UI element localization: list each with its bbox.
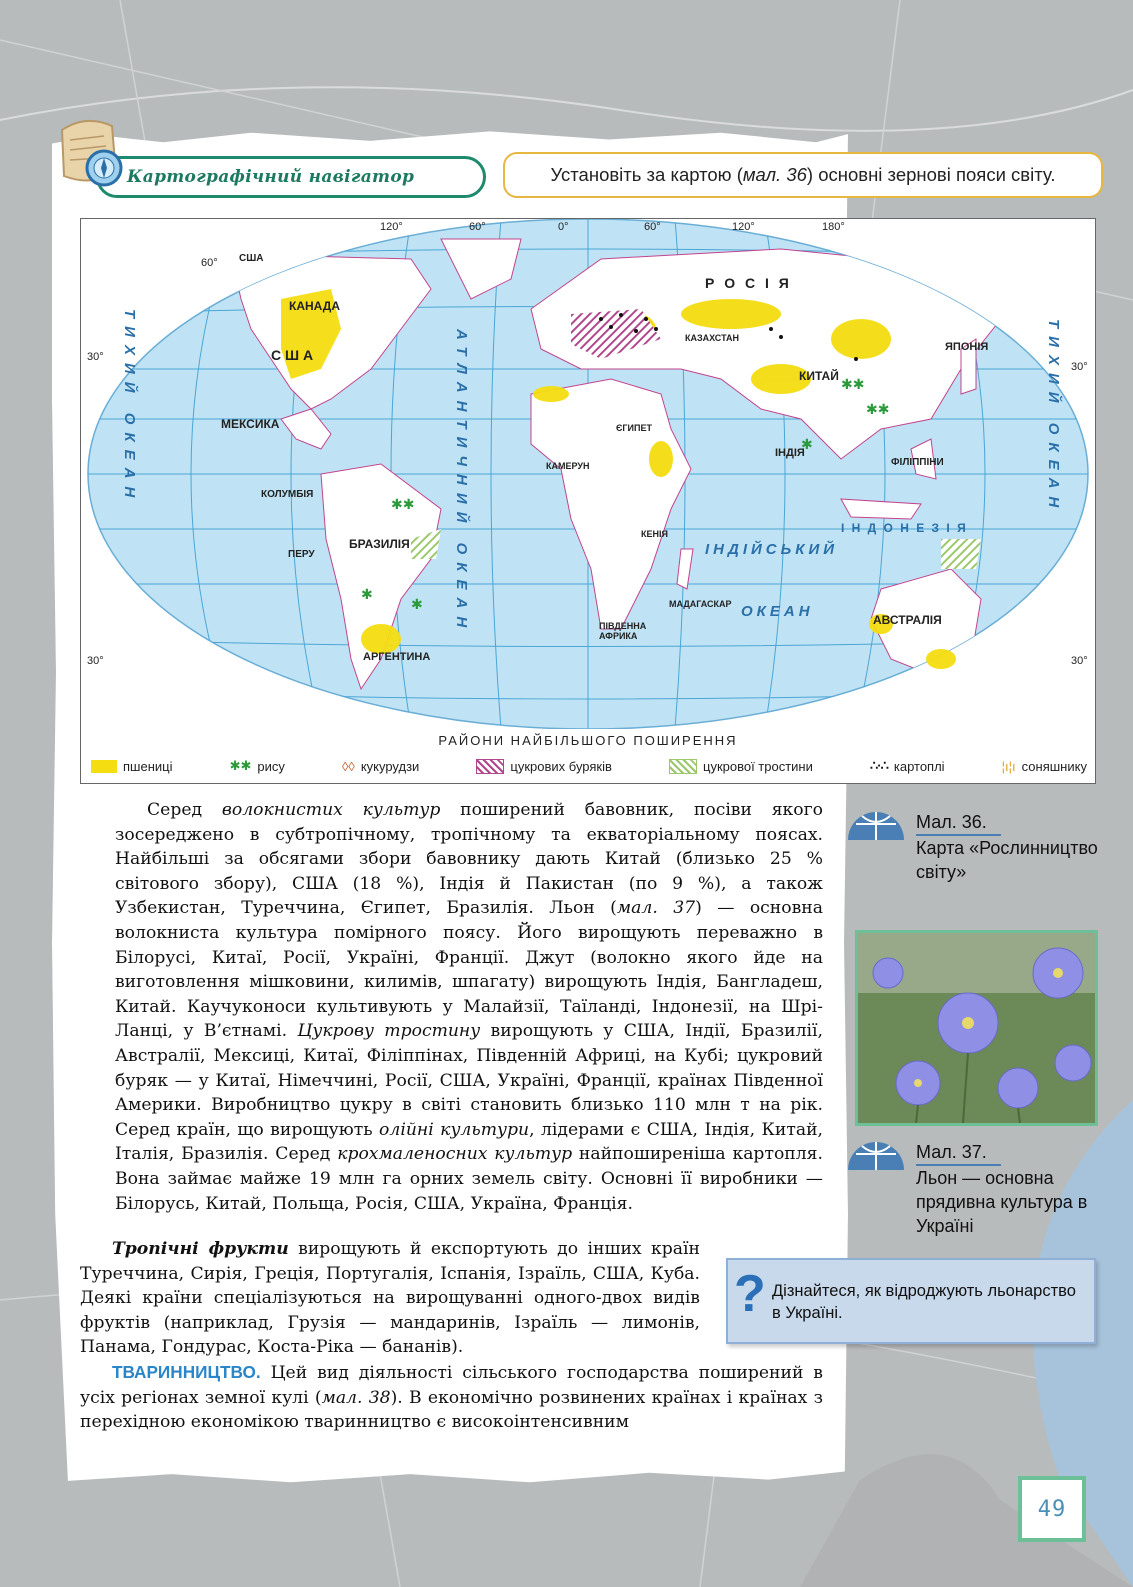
navigator-title: Картографічний навігатор xyxy=(127,167,415,187)
country-label: ЯПОНІЯ xyxy=(945,341,989,353)
text-run: ). В економічно розвинених країнах і країнах з перехідною економікою тваринництво є високоінтенсивним xyxy=(80,1387,823,1433)
figure-36-caption xyxy=(916,810,1106,884)
caption-text: Карта «Рослинництво світу» xyxy=(916,838,1098,882)
svg-text:✱: ✱ xyxy=(361,587,373,603)
country-label: ФІЛІППІНИ xyxy=(891,457,944,468)
country-label: КАЗАХСТАН xyxy=(685,333,739,343)
country-label: МАДАГАСКАР xyxy=(669,599,732,609)
ocean-label-pacific-right: ТИХИЙ ОКЕАН xyxy=(1045,319,1062,516)
legend-item xyxy=(91,759,172,774)
legend-item xyxy=(230,758,285,774)
country-label: С Ш А xyxy=(271,347,314,363)
svg-text:✱: ✱ xyxy=(801,437,813,453)
country-label: АВСТРАЛІЯ xyxy=(873,613,942,627)
rice-sprout-icon: ✱✱ xyxy=(229,758,252,773)
ocean-label-atlantic: АТЛАНТИЧНИЙ ОКЕАН xyxy=(453,329,470,636)
country-label: Р О С І Я xyxy=(705,275,792,291)
text-run-italic: мал. 37 xyxy=(616,898,696,919)
lat-label: 30° xyxy=(1071,361,1088,373)
country-label: ЄГИПЕТ xyxy=(616,423,652,433)
text-run-italic: мал. 38 xyxy=(321,1387,391,1408)
page-number: 49 xyxy=(1037,1496,1067,1522)
svg-text:✱✱: ✱✱ xyxy=(841,377,865,393)
legend-label: цукрової тростини xyxy=(703,758,813,774)
main-paragraph xyxy=(115,798,823,1216)
caption-text: Льон — основна прядивна культура в Україні xyxy=(916,1168,1088,1236)
legend-label: соняшнику xyxy=(1021,758,1087,774)
question-mark-icon: ? xyxy=(734,1265,766,1323)
legend-label: кукурудзи xyxy=(360,758,420,774)
globe-icon xyxy=(846,1136,906,1172)
country-label: І Н Д О Н Е З І Я xyxy=(841,521,968,535)
sugar-cane-swatch xyxy=(669,759,697,774)
country-label: БРАЗИЛІЯ xyxy=(349,537,410,551)
ocean-label-pacific-left: ТИХИЙ ОКЕАН xyxy=(121,309,138,506)
task-suffix: ) основні зернові пояси світу. xyxy=(806,164,1056,185)
sunflower-icon: ¦ı¦ı xyxy=(1001,758,1016,774)
legend-label: цукрових буряків xyxy=(510,758,612,774)
lat-label: 30° xyxy=(87,351,104,363)
text-run: Цей вид діяльності сільського господарства поширений в усіх регіонах земної кулі ( xyxy=(80,1363,823,1408)
livestock-paragraph xyxy=(80,1360,823,1435)
legend-item xyxy=(342,759,419,774)
country-label: АРГЕНТИНА xyxy=(363,651,431,663)
page-number-box xyxy=(1018,1476,1086,1542)
legend-item xyxy=(669,759,813,774)
lon-label: 60° xyxy=(469,221,486,233)
legend-item xyxy=(870,758,945,774)
lon-label: 0° xyxy=(558,221,569,233)
country-label: ПІВДЕННА АФРИКА xyxy=(599,621,647,641)
legend-item xyxy=(1002,759,1087,774)
lat-label: 60° xyxy=(201,257,218,269)
cartographic-navigator-badge xyxy=(96,156,486,198)
globe-icon xyxy=(846,806,906,842)
question-text: Дізнайтеся, як відроджують льонарство в Україні. xyxy=(772,1282,1076,1322)
ocean-label-indian: ІНДІЙСЬКИЙ xyxy=(705,541,839,558)
map-graphic xyxy=(81,219,1095,729)
question-callout xyxy=(726,1258,1096,1344)
lon-label: 180° xyxy=(822,221,845,233)
text-run: поширений бавовник, посіви якого зосереджено в субтропічному, тропічному та екваторіальному поясах. Найбільші за обсягами збори бавовнику дають Китай (близько 25 % світового збору), США (18 %), Індія й Пакистан (по 9 %), а також Узбекистан, Туреччина, Єгипет, Бразилія. Льон ( xyxy=(115,800,823,919)
country-label: МЕКСИКА xyxy=(221,417,280,431)
country-label: КАМЕРУН xyxy=(546,461,590,471)
country-label: КЕНІЯ xyxy=(641,529,668,539)
country-label: КОЛУМБІЯ xyxy=(261,489,314,500)
tropical-fruit-paragraph xyxy=(80,1237,700,1360)
text-run-italic: крохмаленосних культур xyxy=(337,1144,573,1165)
text-run-italic: волокнистих культур xyxy=(221,800,441,820)
text-run: вирощують й експортують до інших країн Туреччина, Сирія, Греція, Португалія, Іспанія, Ізраїль, США, Куба. Деякі країни спеціалізуються на вирощуванні одного-двох видів фруктів (наприклад, Грузія — мандаринів, Ізраїль — лимонів, Панама, Гондурас, Коста-Ріка — бананів). xyxy=(80,1239,701,1358)
lon-label: 60° xyxy=(644,221,661,233)
svg-text:✱✱: ✱✱ xyxy=(866,402,890,418)
text-run: найпоширеніша картопля. Вона займає майже 19 млн га орних земель світу. Основні її виробники — Білорусь, Китай, Польща, Росія, США, Україна, Франція. xyxy=(115,1144,823,1214)
compass-icon xyxy=(84,148,124,188)
corn-icon: ◊◊ xyxy=(341,758,355,774)
text-run-italic: Цукрову тростину xyxy=(297,1021,481,1042)
text-run-bold-italic: Тропічні фрукти xyxy=(112,1239,289,1259)
svg-text:✱: ✱ xyxy=(411,597,423,613)
sugar-beet-swatch xyxy=(476,759,504,774)
country-label: ПЕРУ xyxy=(288,549,315,560)
lat-label: 30° xyxy=(87,655,104,667)
text-run: Серед xyxy=(147,800,222,820)
legend-label: пшениці xyxy=(123,758,173,774)
lon-label: 120° xyxy=(732,221,755,233)
legend-label: рису xyxy=(257,758,285,774)
wheat-swatch xyxy=(91,760,117,773)
text-run: вирощують у США, Індії, Бразилії, Австралії, Мексиці, Китаї, Філіппінах, Південній Африці, на Кубі; цукровий буряк — у Китаї, Німеччині, Росії, США, Україні, Франції, країнах Південної Америки. Виробництво цукру в світі становить близько 110 млн т на рік. Серед країн, що вирощують xyxy=(115,1021,823,1140)
country-label: КАНАДА xyxy=(289,299,340,313)
section-heading: ТВАРИННИЦТВО. xyxy=(112,1362,261,1382)
lon-label: 120° xyxy=(380,221,403,233)
country-label: США xyxy=(239,253,264,264)
svg-text:✱✱: ✱✱ xyxy=(391,497,415,513)
task-ref: мал. 36 xyxy=(742,164,807,185)
text-run-italic: олійні культури xyxy=(379,1119,530,1140)
world-crop-map xyxy=(80,218,1096,784)
country-label: КИТАЙ xyxy=(799,369,839,383)
caption-number: Мал. 36. xyxy=(916,810,1001,836)
flax-flowers-photo xyxy=(855,930,1098,1126)
text-run: ) — основна волокниста культура помірного поясу. Його вирощують переважно в Білорусі, Китаї, Росії, Україні, Франції. Джут (волокно якого йде на виготовлення мішковини, килимів, шпагату) вирощують Індія, Бангладеш, Китай. Каучуконоси культивують у Малайзії, Таїланді, Індонезії, на Шрі-Ланці, у В’єтнамі. xyxy=(115,898,823,1042)
caption-number: Мал. 37. xyxy=(916,1140,1001,1166)
ocean-label-indian-2: ОКЕАН xyxy=(741,603,814,620)
country-label: ІНДІЯ xyxy=(775,447,805,459)
legend-label: картоплі xyxy=(893,758,945,774)
potato-dots-icon: ∴·∴ xyxy=(869,758,888,773)
figure-37-caption xyxy=(916,1140,1106,1238)
text-run: , лідерами є США, Індія, Китай, Італія, Бразилія. Серед xyxy=(115,1119,823,1165)
map-legend xyxy=(91,755,1087,777)
lat-label: 30° xyxy=(1071,655,1088,667)
legend-title: РАЙОНИ НАЙБІЛЬШОГО ПОШИРЕННЯ xyxy=(438,733,738,748)
task-prefix: Установіть за картою ( xyxy=(550,164,743,185)
legend-item xyxy=(476,759,612,774)
task-instruction xyxy=(503,152,1103,198)
